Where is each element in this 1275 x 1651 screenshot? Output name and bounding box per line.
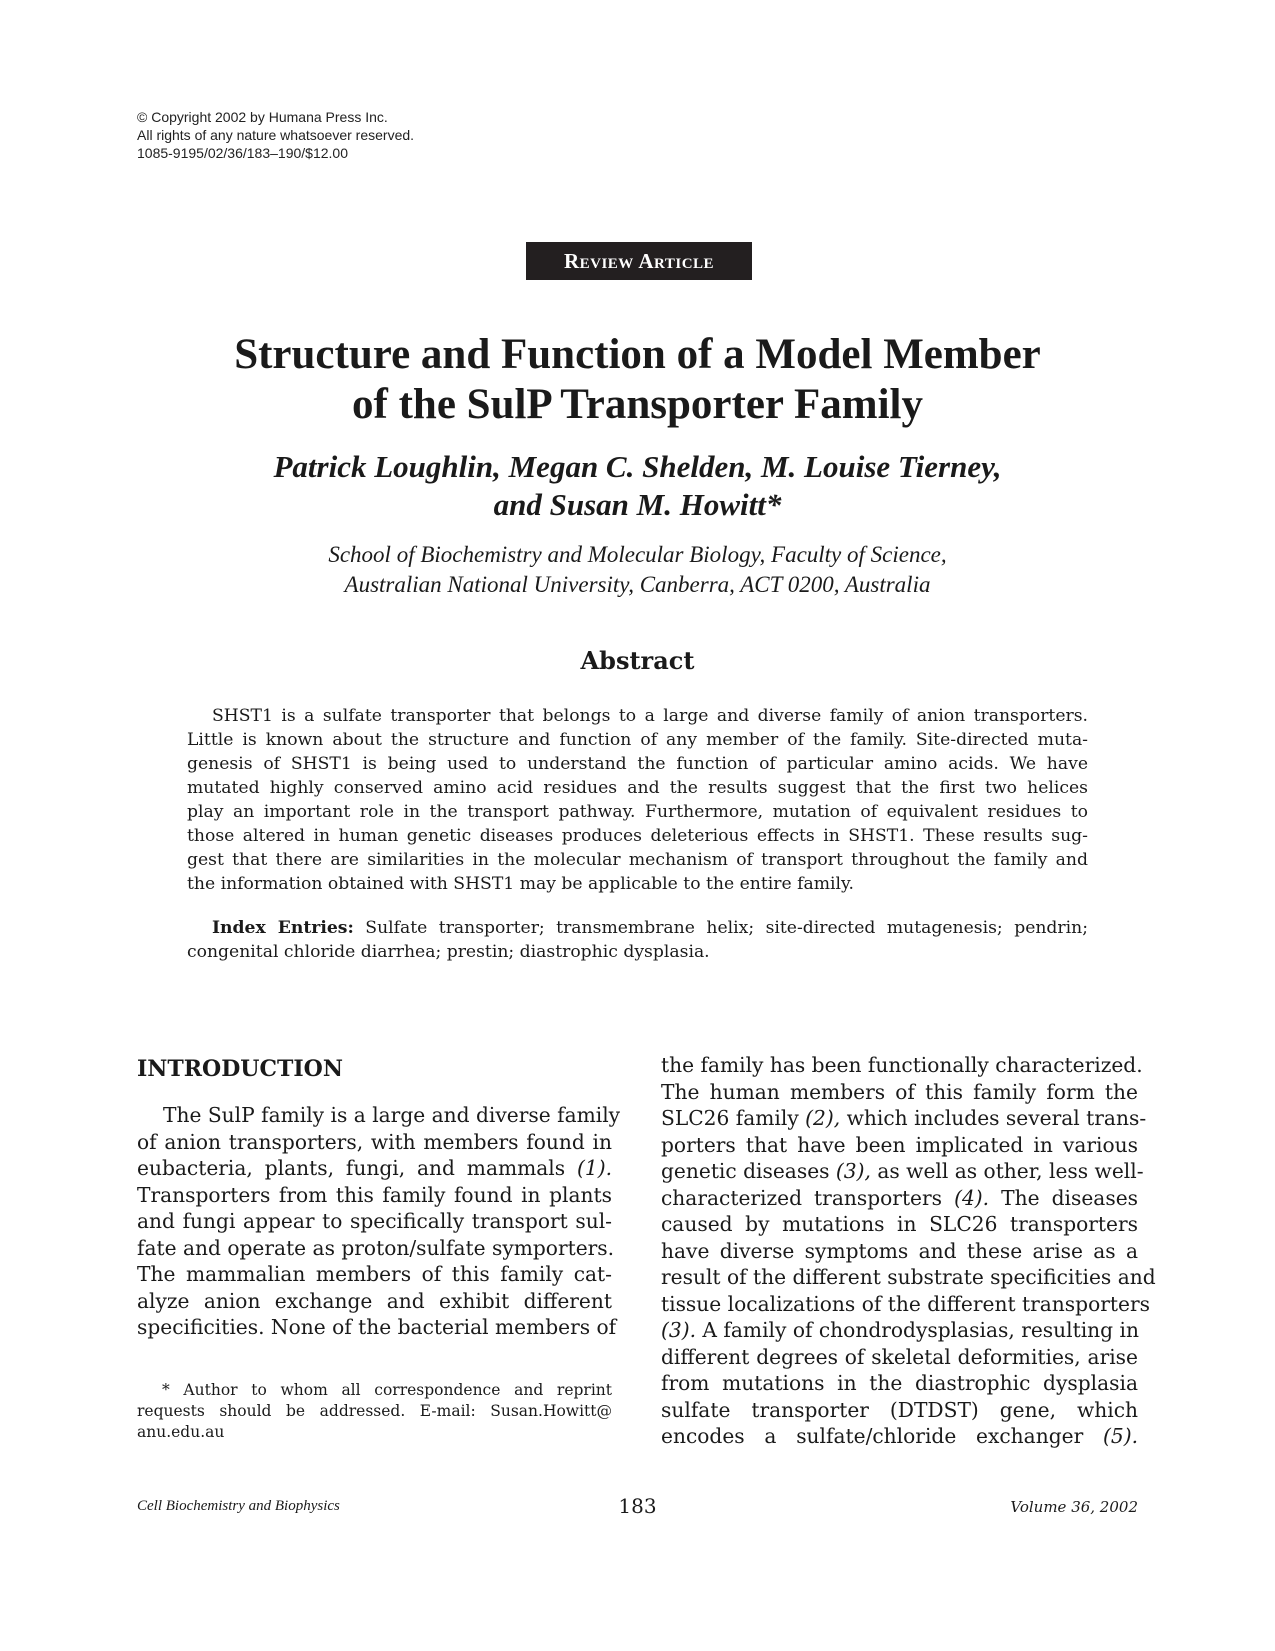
abstract-line: genesis of SHST1 is being used to understand the function of particular amino acids. We have	[187, 754, 1088, 774]
body-line: different degrees of skeletal deformities, arise	[661, 1344, 1138, 1369]
article-type-label: Review Article	[563, 248, 715, 273]
page-footer	[137, 1494, 1138, 1520]
body-line: encodes a sulfate/chloride exchanger (5).	[661, 1424, 1138, 1448]
abstract-line: gest that there are similarities in the molecular mechanism of transport throughout the family and	[187, 850, 1088, 870]
citation-ref: (5).	[1102, 1424, 1138, 1448]
body-line: tissue localizations of the different transporters	[661, 1291, 1150, 1316]
abstract-line: mutated highly conserved amino acid residues and the results suggest that the first two helices	[187, 778, 1088, 798]
abstract-line: play an important role in the transport pathway. Furthermore, mutation of equivalent residues to	[187, 802, 1088, 822]
volume-info: Volume 36, 2002	[1010, 1498, 1138, 1516]
index-entries	[187, 916, 1088, 964]
body-line: and fungi appear to specifically transport sul-	[137, 1209, 612, 1233]
abstract-line: those altered in human genetic diseases produces deleterious effects in SHST1. These results sug-	[187, 826, 1088, 846]
affiliation	[0, 540, 1275, 600]
index-entries-label: Index Entries:	[212, 918, 354, 938]
abstract-text	[187, 704, 1088, 896]
index-entries-line-1	[187, 916, 1088, 940]
footnote-line: requests should be addressed. E-mail: Susan.Howitt@	[137, 1402, 612, 1420]
index-entries-line-2: congenital chloride diarrhea; prestin; diastrophic dysplasia.	[187, 942, 710, 962]
article-code-line: 1085-9195/02/36/183–190/$12.00	[137, 145, 348, 161]
body-line: (3). A family of chondrodysplasias, resulting in	[661, 1318, 1139, 1342]
body-line: genetic diseases (3), as well as other, less well-	[661, 1159, 1144, 1183]
introduction-text-right	[661, 1052, 1156, 1450]
index-entries-text-1: Sulfate transporter; transmembrane helix; site-directed mutagenesis; pendrin;	[365, 918, 1089, 938]
copyright-line: © Copyright 2002 by Humana Press Inc.	[137, 109, 388, 125]
body-line: Transporters from this family found in plants	[137, 1182, 612, 1207]
correspondence-footnote	[137, 1380, 612, 1443]
introduction-text-left	[137, 1102, 621, 1341]
body-line: caused by mutations in SLC26 transporters	[661, 1212, 1138, 1236]
footnote-line: anu.edu.au	[137, 1423, 225, 1441]
affiliation-line-2: Australian National University, Canberra, ACT 0200, Australia	[344, 572, 931, 597]
authors-line-2: and Susan M. Howitt*	[493, 487, 782, 522]
body-line: alyze anion exchange and exhibit different	[137, 1288, 612, 1313]
body-line: SLC26 family (2), which includes several trans-	[661, 1106, 1147, 1130]
body-line: fate and operate as proton/sulfate symporters.	[137, 1235, 615, 1260]
body-line: sulfate transporter (DTDST) gene, which	[661, 1397, 1138, 1422]
body-line: porters that have been implicated in various	[661, 1132, 1138, 1157]
authors-line-1: Patrick Loughlin, Megan C. Shelden, M. Louise Tierney,	[273, 449, 1002, 484]
title-line-1: Structure and Function of a Model Member	[234, 331, 1041, 378]
body-line: the family has been functionally characterized.	[661, 1053, 1143, 1077]
body-line: eubacteria, plants, fungi, and mammals (1).	[137, 1156, 612, 1180]
introduction-heading: INTRODUCTION	[137, 1056, 343, 1082]
left-column	[137, 1052, 621, 1339]
article-title	[0, 330, 1275, 430]
body-line: result of the different substrate specificities and	[661, 1265, 1156, 1289]
citation-ref: (2),	[805, 1106, 841, 1130]
journal-name: Cell Biochemistry and Biophysics	[137, 1498, 340, 1514]
abstract-line: SHST1 is a sulfate transporter that belongs to a large and diverse family of anion transporters.	[212, 706, 1088, 726]
body-line: characterized transporters (4). The diseases	[661, 1185, 1138, 1210]
body-line: The human members of this family form the	[661, 1079, 1138, 1104]
footnote-line: * Author to whom all correspondence and reprint	[162, 1381, 612, 1399]
author-list	[0, 448, 1275, 524]
abstract-heading: Abstract	[580, 646, 695, 675]
citation-ref: (3).	[661, 1318, 697, 1342]
body-line: of anion transporters, with members found in	[137, 1129, 612, 1154]
affiliation-line-1: School of Biochemistry and Molecular Biology, Faculty of Science,	[328, 542, 947, 567]
page-number: 183	[618, 1494, 657, 1518]
citation-ref: (1).	[576, 1156, 612, 1180]
citation-ref: (3),	[835, 1159, 871, 1183]
body-line: The SulP family is a large and diverse family	[163, 1103, 621, 1127]
article-type-badge	[526, 242, 752, 280]
body-line: from mutations in the diastrophic dysplasia	[661, 1371, 1138, 1395]
body-line: The mammalian members of this family cat-	[137, 1262, 612, 1286]
citation-ref: (4).	[954, 1185, 990, 1210]
abstract-line: the information obtained with SHST1 may be applicable to the entire family.	[187, 874, 854, 894]
rights-line: All rights of any nature whatsoever reserved.	[137, 127, 415, 143]
abstract-line: Little is known about the structure and function of any member of the family. Site-directed muta-	[187, 730, 1088, 750]
title-line-2: of the SulP Transporter Family	[352, 381, 923, 428]
body-line: specificities. None of the bacterial members of	[137, 1315, 617, 1339]
copyright-notice	[137, 108, 414, 162]
body-line: have diverse symptoms and these arise as a	[661, 1238, 1138, 1263]
